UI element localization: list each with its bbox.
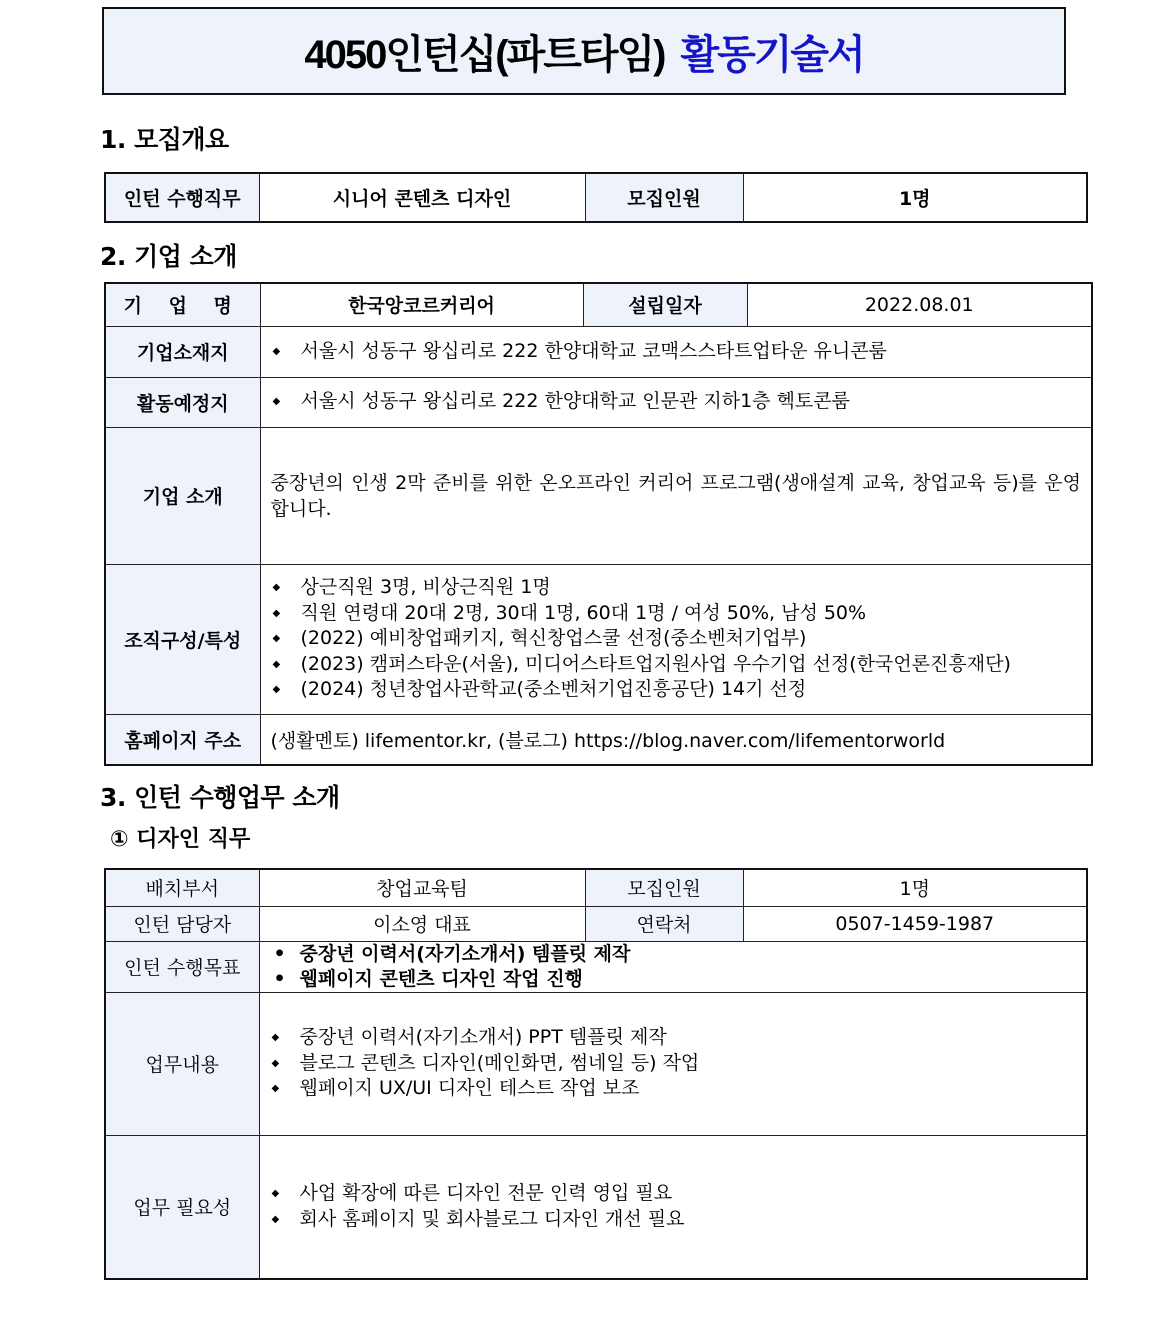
org-item: ◆ (2024) 청년창업사관학교(중소벤처기업진흥공단) 14기 선정 bbox=[271, 677, 1082, 703]
need-item: ◆ 회사 홈페이지 및 회사블로그 디자인 개선 필요 bbox=[270, 1207, 1077, 1233]
need-cell bbox=[259, 1135, 1087, 1279]
founded-date-label: 설립일자 bbox=[583, 283, 747, 326]
founded-date-value: 2022.08.01 bbox=[747, 283, 1092, 326]
company-intro-label: 기업 소개 bbox=[105, 427, 260, 564]
tasks-label: 업무내용 bbox=[105, 992, 259, 1135]
document-title: 4050인턴십(파트타임) bbox=[304, 32, 665, 77]
org-item: ◆ (2022) 예비창업패키지, 혁신창업스쿨 선정(중소벤처기업부) bbox=[271, 626, 1082, 652]
intern-duties-table bbox=[104, 868, 1088, 1280]
recruit-count-value: 1명 bbox=[743, 869, 1087, 906]
document-title-box bbox=[102, 7, 1066, 95]
activity-location-cell bbox=[260, 377, 1092, 427]
org-item: ◆ (2023) 캠퍼스타운(서울), 미디어스타트업지원사업 우수기업 선정(한국언론진흥재단) bbox=[271, 652, 1082, 678]
homepage-value: (생활멘토) lifementor.kr, (블로그) https://blog.naver.com/lifementorworld bbox=[260, 714, 1092, 765]
contact-label: 연락처 bbox=[585, 906, 743, 941]
intern-goal-cell bbox=[259, 941, 1087, 992]
task-item: ◆ 중장년 이력서(자기소개서) PPT 템플릿 제작 bbox=[270, 1025, 1077, 1051]
goal-item: • 웹페이지 콘텐츠 디자인 작업 진행 bbox=[270, 967, 1077, 992]
department-value: 창업교육팀 bbox=[259, 869, 585, 906]
section-heading-company: 2. 기업 소개 bbox=[100, 242, 237, 271]
department-label: 배치부서 bbox=[105, 869, 259, 906]
company-name-value: 한국앙코르커리어 bbox=[260, 283, 583, 326]
goal-item: • 중장년 이력서(자기소개서) 템플릿 제작 bbox=[270, 942, 1077, 967]
location-label: 기업소재지 bbox=[105, 326, 260, 377]
need-label: 업무 필요성 bbox=[105, 1135, 259, 1279]
recruit-count-label: 모집인원 bbox=[585, 869, 743, 906]
org-item: ◆ 직원 연령대 20대 2명, 30대 1명, 60대 1명 / 여성 50%, 남성 50% bbox=[271, 601, 1082, 627]
homepage-label: 홈페이지 주소 bbox=[105, 714, 260, 765]
company-intro-cell bbox=[260, 427, 1092, 564]
activity-location-value: ◆ 서울시 성동구 왕십리로 222 한양대학교 인문관 지하1층 헥토콘룸 bbox=[271, 389, 1082, 415]
contact-value: 0507-1459-1987 bbox=[743, 906, 1087, 941]
manager-value: 이소영 대표 bbox=[259, 906, 585, 941]
org-structure-cell bbox=[260, 564, 1092, 714]
subheading-design-role: ① 디자인 직무 bbox=[110, 827, 251, 852]
org-item: ◆ 상근직원 3명, 비상근직원 1명 bbox=[271, 575, 1082, 601]
section-heading-intern-duties: 3. 인턴 수행업무 소개 bbox=[100, 783, 340, 812]
tasks-cell bbox=[259, 992, 1087, 1135]
location-value: ◆ 서울시 성동구 왕십리로 222 한양대학교 코맥스스타트업타운 유니콘룸 bbox=[271, 339, 1082, 365]
location-cell bbox=[260, 326, 1092, 377]
company-name-label: 기 업 명 bbox=[105, 283, 260, 326]
recruit-count-label: 모집인원 bbox=[585, 173, 743, 222]
need-item: ◆ 사업 확장에 따른 디자인 전문 인력 영입 필요 bbox=[270, 1181, 1077, 1207]
task-item: ◆ 블로그 콘텐츠 디자인(메인화면, 썸네일 등) 작업 bbox=[270, 1051, 1077, 1077]
document-title-highlight: 활동기술서 bbox=[680, 32, 864, 77]
org-structure-label: 조직구성/특성 bbox=[105, 564, 260, 714]
intern-goal-label: 인턴 수행목표 bbox=[105, 941, 259, 992]
company-intro-table bbox=[104, 282, 1093, 766]
task-item: ◆ 웹페이지 UX/UI 디자인 테스트 작업 보조 bbox=[270, 1076, 1077, 1102]
manager-label: 인턴 담당자 bbox=[105, 906, 259, 941]
job-label: 인턴 수행직무 bbox=[105, 173, 259, 222]
recruitment-overview-table bbox=[104, 172, 1088, 223]
recruit-count-value: 1명 bbox=[743, 173, 1087, 222]
activity-location-label: 활동예정지 bbox=[105, 377, 260, 427]
section-heading-recruitment: 1. 모집개요 bbox=[100, 125, 229, 154]
company-intro-value: 중장년의 인생 2막 준비를 위한 온오프라인 커리어 프로그램(생애설계 교육, 창업교육 등)를 운영합니다. bbox=[270, 471, 1081, 520]
job-value: 시니어 콘텐츠 디자인 bbox=[259, 173, 585, 222]
